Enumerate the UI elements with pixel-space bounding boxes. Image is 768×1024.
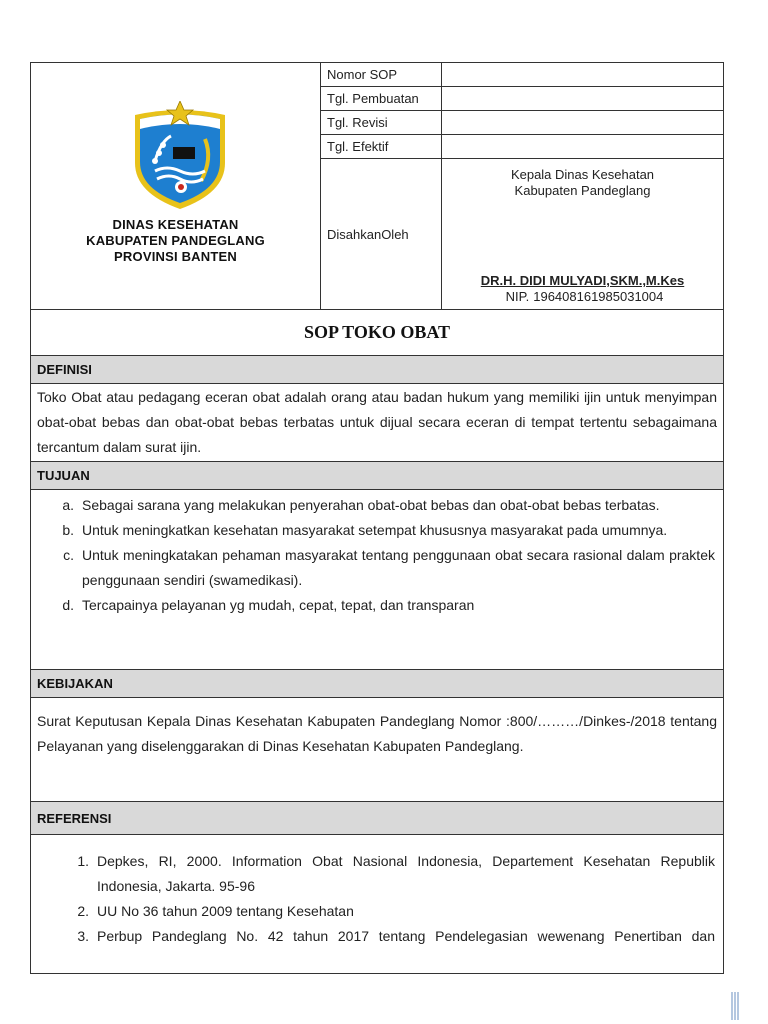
list-marker: a. — [62, 497, 74, 513]
field-value-nomor-sop — [442, 63, 723, 87]
section-referensi — [31, 835, 723, 973]
nip-value: 196408161985031004 — [533, 289, 664, 304]
list-item — [31, 924, 723, 949]
signatory-nip — [442, 289, 723, 304]
field-label-tgl-efektif: Tgl. Efektif — [321, 135, 441, 159]
header-label-column — [321, 63, 442, 309]
list-item-text: Perbup Pandeglang No. 42 tahun 2017 tentang Pendelegasian wewenang Penertiban dan — [97, 928, 715, 944]
list-marker: b. — [62, 522, 74, 538]
section-heading-definisi: DEFINISI — [31, 356, 723, 384]
section-kebijakan — [31, 698, 723, 802]
header-value-column — [442, 63, 723, 309]
signatory-title-line: Kepala Dinas Kesehatan — [510, 167, 655, 182]
org-line: KABUPATEN PANDEGLANG — [86, 233, 265, 248]
header-org-cell — [31, 63, 321, 309]
section-heading-tujuan: TUJUAN — [31, 462, 723, 490]
list-item-text: Untuk meningkatakan pehaman masyarakat tentang penggunaan obat secara rasional dalam praktek penggunaan sendiri (swamedikasi). — [82, 547, 715, 588]
field-value-tgl-pembuatan — [442, 87, 723, 111]
list-item-text: UU No 36 tahun 2009 tentang Kesehatan — [97, 903, 354, 919]
list-item — [31, 849, 723, 899]
definisi-text: Toko Obat atau pedagang eceran obat adalah orang atau badan hukum yang memiliki ijin untuk menyimpan obat-obat bebas dan obat-obat bebas terbatas untuk dijual secara eceran di tempat tertentu sebagaimana tercantum dalam surat ijin. — [37, 389, 717, 455]
list-item — [31, 518, 723, 543]
header-table — [30, 62, 724, 310]
nip-label: NIP. — [505, 289, 530, 304]
signatory-title-line: Kabupaten Pandeglang — [514, 183, 651, 198]
signatory-cell — [442, 159, 723, 309]
sop-body — [30, 310, 724, 974]
organization-name — [31, 217, 320, 265]
list-item — [31, 593, 723, 618]
list-item-text: Untuk meningkatkan kesehatan masyarakat setempat khususnya masyarakat pada umumnya. — [82, 522, 668, 538]
list-marker: 1. — [77, 853, 89, 869]
org-line: PROVINSI BANTEN — [114, 249, 237, 264]
field-value-tgl-revisi — [442, 111, 723, 135]
section-heading-referensi: REFERENSI — [31, 802, 723, 835]
list-item — [31, 493, 723, 518]
kebijakan-text: Surat Keputusan Kepala Dinas Kesehatan Kabupaten Pandeglang Nomor :800/………/Dinkes-/2018 tentang Pelayanan yang diselenggarakan di Dinas Kesehatan Kabupaten Pandeglang. — [37, 713, 717, 754]
field-label-nomor-sop: Nomor SOP — [321, 63, 441, 87]
section-tujuan — [31, 490, 723, 670]
list-marker: c. — [63, 547, 74, 563]
disahkan-cell — [321, 159, 441, 309]
pandeglang-emblem-icon — [131, 101, 229, 211]
section-heading-kebijakan: KEBIJAKAN — [31, 670, 723, 698]
list-item-text: Sebagai sarana yang melakukan penyerahan obat-obat bebas dan obat-obat bebas terbatas. — [82, 497, 660, 513]
sop-page — [30, 62, 724, 974]
page-edge-marks — [730, 992, 742, 1020]
list-item-text: Tercapainya pelayanan yg mudah, cepat, tepat, dan transparan — [82, 597, 475, 613]
tujuan-list — [31, 493, 723, 618]
field-label-tgl-pembuatan: Tgl. Pembuatan — [321, 87, 441, 111]
signatory-title — [442, 167, 723, 199]
field-value-tgl-efektif — [442, 135, 723, 159]
disahkan-label: DisahkanOleh — [327, 227, 409, 242]
field-label-tgl-revisi: Tgl. Revisi — [321, 111, 441, 135]
list-item-text: Depkes, RI, 2000. Information Obat Nasional Indonesia, Departement Kesehatan Republik Indonesia, Jakarta. 95-96 — [97, 853, 715, 894]
document-title: SOP TOKO OBAT — [31, 310, 723, 356]
list-marker: 2. — [77, 903, 89, 919]
list-marker: d. — [62, 597, 74, 613]
section-definisi — [31, 384, 723, 462]
list-marker: 3. — [77, 928, 89, 944]
referensi-list — [31, 849, 723, 949]
list-item — [31, 899, 723, 924]
org-line: DINAS KESEHATAN — [112, 217, 239, 232]
list-item — [31, 543, 723, 593]
signatory-name: DR.H. DIDI MULYADI,SKM.,M.Kes — [480, 273, 685, 288]
